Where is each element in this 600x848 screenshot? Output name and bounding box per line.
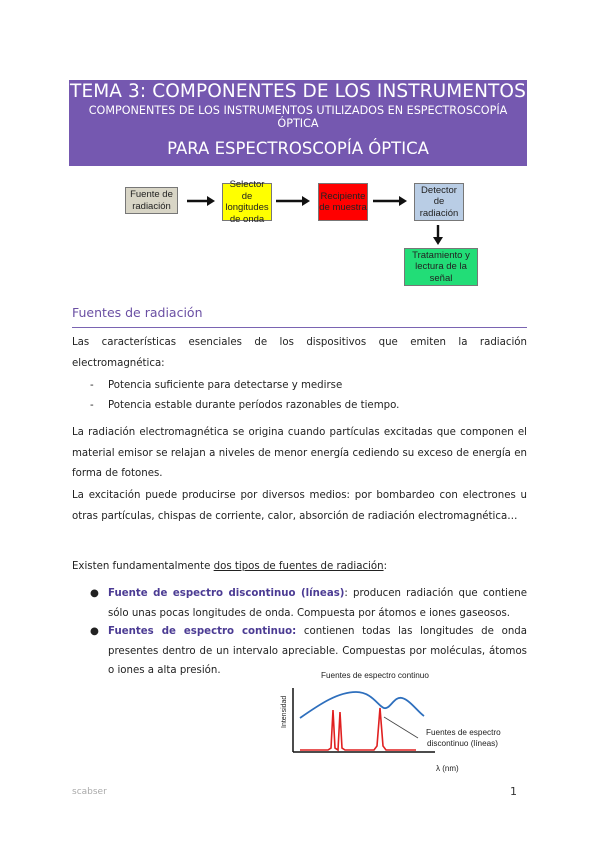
- continuous-spectrum-line: [300, 692, 424, 718]
- y-axis-label: Intensidad: [281, 695, 288, 728]
- bullet-dot: ●: [90, 626, 99, 637]
- types-link: dos tipos de fuentes de radiación: [213, 561, 384, 572]
- topic-heading: PARA ESPECTROSCOPÍA ÓPTICA: [167, 139, 429, 158]
- flow-box-readout: Tratamiento y lectura de la señal: [404, 248, 478, 286]
- footer-author: scabser: [72, 787, 107, 797]
- title-banner: [69, 80, 527, 166]
- origin-paragraph: La radiación electromagnética se origina cuando partículas excitadas que componen el material emisor se relajan a niveles de menor energía cediendo su exceso de energía en forma de fotones.: [72, 427, 527, 479]
- types-intro-text: Existen fundamentalmente: [72, 561, 214, 572]
- topic-title: TEMA 3: COMPONENTES DE LOS INSTRUMENTOS: [70, 81, 526, 102]
- requirement-item: - Potencia suficiente para detectarse y medirse: [90, 380, 343, 391]
- flow-box-source: Fuente de radiación: [125, 187, 178, 214]
- type-term: Fuentes de espectro continuo:: [108, 626, 297, 637]
- requirement-text: Potencia suficiente para detectarse y medirse: [108, 380, 343, 391]
- flow-box-selector: Selector de longitudes de onda: [222, 183, 272, 221]
- continuous-label: Fuentes de espectro continuo: [321, 671, 429, 680]
- discrete-label-leader: [384, 717, 418, 738]
- section-divider: [72, 327, 527, 328]
- requirement-item: - Potencia estable durante períodos razonables de tiempo.: [90, 400, 400, 411]
- x-axis-label: λ (nm): [436, 764, 459, 773]
- bullet-dot: ●: [90, 588, 99, 599]
- discrete-label-line2: discontinuo (líneas): [427, 739, 498, 748]
- type-term: Fuente de espectro discontinuo (líneas): [108, 588, 345, 599]
- type-description: : producen radiación que contiene sólo unas pocas longitudes de onda. Compuesta por átomos e iones gaseosos.: [108, 588, 527, 619]
- flow-box-sample: Recipiente de muestra: [318, 183, 368, 221]
- type-item-discrete: [90, 584, 527, 623]
- types-intro-colon: :: [383, 561, 388, 572]
- type-description: contienen todas las longitudes de onda presentes dentro de un intervalo apreciable. Compuestas por moléculas, átomos o iones a alta presión.: [108, 626, 527, 676]
- discrete-spectrum-line: [300, 708, 416, 750]
- requirement-text: Potencia estable durante períodos razonables de tiempo.: [108, 400, 400, 411]
- discrete-label-line1: Fuentes de espectro: [426, 728, 501, 737]
- intro-paragraph: Las características esenciales de los dispositivos que emiten la radiación electromagnética:: [72, 337, 527, 369]
- types-intro: [72, 557, 527, 578]
- type-item-continuous: [90, 622, 527, 681]
- excitation-paragraph: La excitación puede producirse por diversos medios: por bombardeo con electrones u otras partículas, chispas de corriente, calor, absorción de radiación electromagnética…: [72, 490, 527, 522]
- page-number: 1: [510, 785, 517, 798]
- topic-subtitle: COMPONENTES DE LOS INSTRUMENTOS UTILIZADOS EN ESPECTROSCOPÍA ÓPTICA: [88, 104, 508, 130]
- section-title: Fuentes de radiación: [72, 305, 203, 320]
- flow-box-detector: Detector de radiación: [414, 183, 464, 221]
